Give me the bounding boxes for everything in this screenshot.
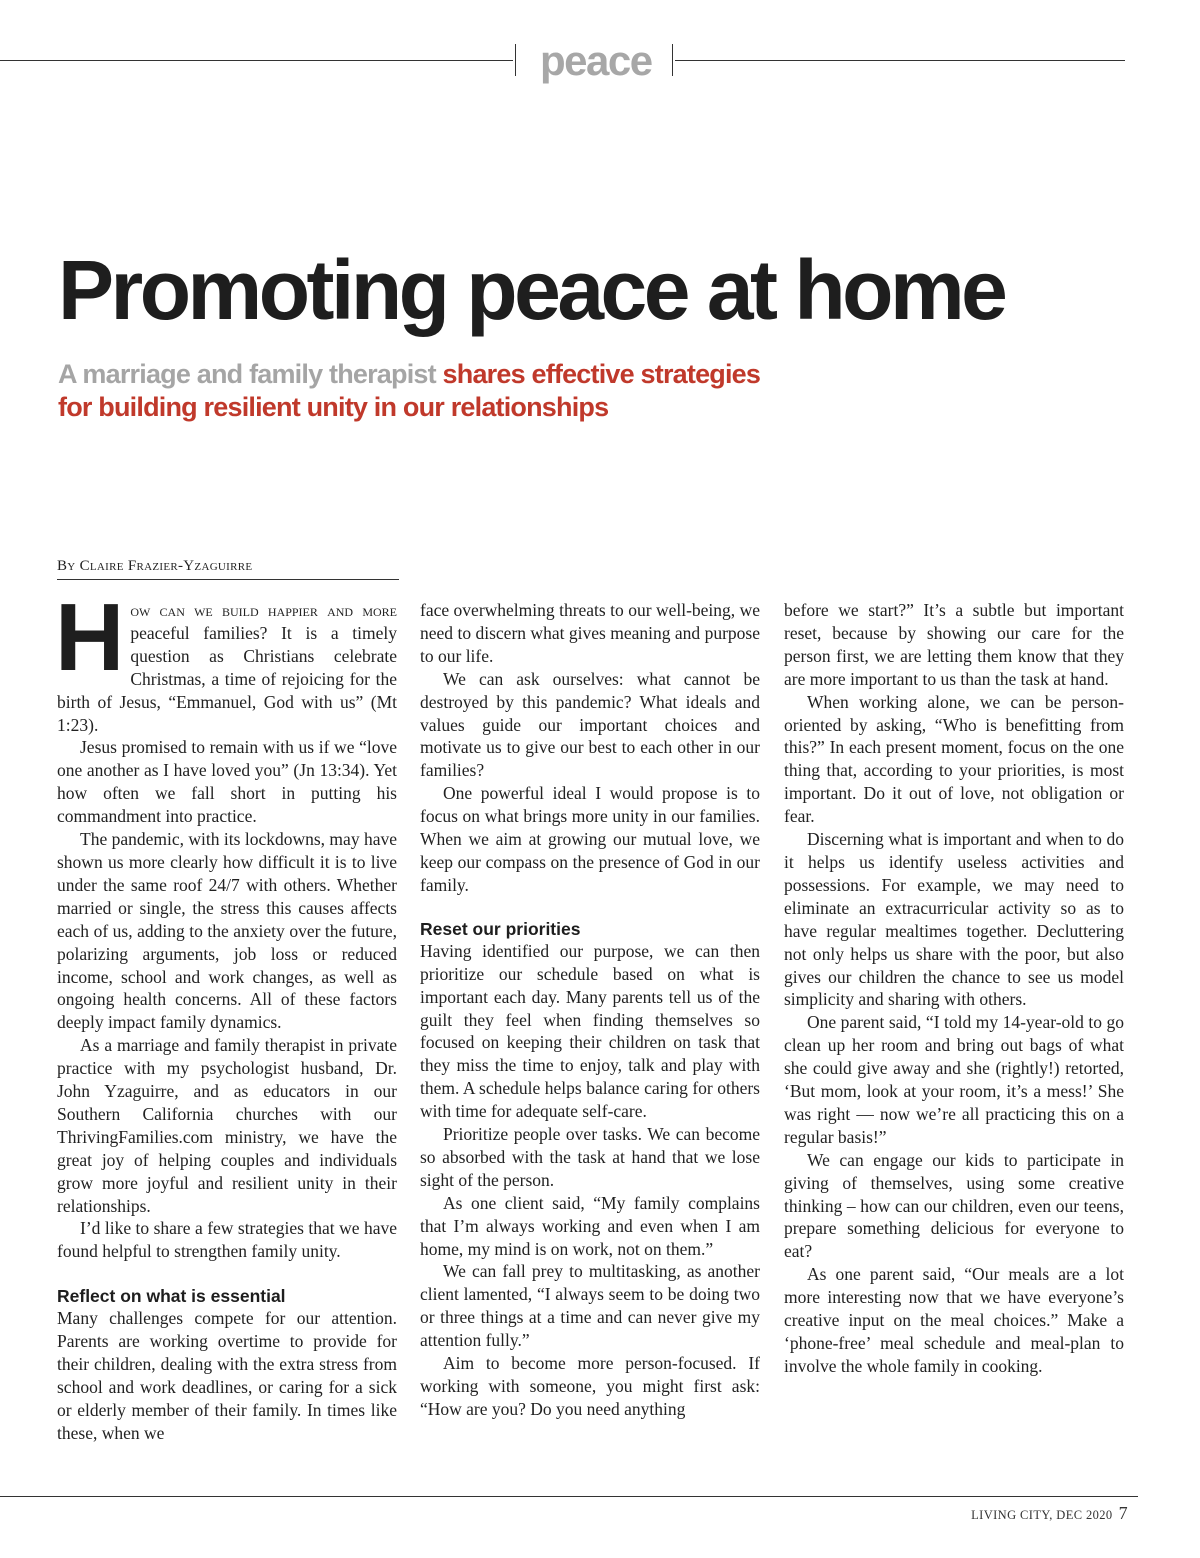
footer-rule bbox=[0, 1496, 1138, 1497]
lead-paragraph bbox=[55, 584, 397, 736]
section-heading: Reset our priorities bbox=[420, 918, 581, 939]
header-rule-left bbox=[0, 60, 513, 61]
byline: By Claire Frazier-Yzaguirre bbox=[57, 558, 399, 580]
paragraph: Discerning what is important and when to do it helps us identify useless activities and possessions. For example, we may need to eliminate an extracurricular activity so as to have regular mealtimes together. Decluttering not only helps us share with the poor, but also gives our children the chance to see us model simplicity and sharing with others. bbox=[784, 829, 1124, 1010]
page-number: 7 bbox=[1118, 1503, 1128, 1523]
paragraph: Prioritize people over tasks. We can become so absorbed with the task at hand that we lose sight of the person. bbox=[420, 1124, 760, 1190]
section-heading: Reflect on what is essential bbox=[57, 1286, 286, 1307]
paragraph: One powerful ideal I would propose is to focus on what brings more unity in our families. When we aim at growing our mutual love, we keep our compass on the presence of God in our family. bbox=[420, 783, 760, 895]
paragraph: before we start?” It’s a subtle but important reset, because by showing our care for the person first, we are letting them know that they are more important to us than the task at hand. bbox=[784, 600, 1124, 689]
paragraph: Aim to become more person-focused. If working with someone, you might first ask: “How are you? Do you need anything bbox=[420, 1353, 760, 1419]
footer-publication: LIVING CITY, DEC 2020 bbox=[971, 1508, 1113, 1522]
article-column-2 bbox=[420, 599, 760, 1421]
subtitle-red-1: shares effective strategies bbox=[442, 359, 761, 389]
paragraph: When working alone, we can be person-oriented by asking, “Who is benefitting from this?” In each present moment, focus on the one thing that, according to your priorities, is most important. Do it out of love, not obligation or fear. bbox=[784, 691, 1124, 827]
paragraph: Many challenges compete for our attention. Parents are working overtime to provide for their children, dealing with the extra stress from school and work deadlines, or caring for a sick or elderly member of their family. In times like these, when we bbox=[57, 1308, 397, 1443]
footer bbox=[971, 1503, 1128, 1524]
paragraph: Jesus promised to remain with us if we “love one another as I have loved you” (Jn 13:34). Yet how often we fall short in putting his commandment into practice. bbox=[57, 737, 397, 827]
paragraph: We can ask ourselves: what cannot be destroyed by this pandemic? What ideals and values guide our important choices and motivate us to give our best to each other in our families? bbox=[420, 668, 760, 781]
header-tick-right bbox=[672, 44, 673, 76]
subtitle-grey: A marriage and family therapist bbox=[58, 359, 443, 389]
paragraph: As one client said, “My family complains that I’m always working and even when I am home, my mind is on work, not on them.” bbox=[420, 1192, 760, 1259]
paragraph: We can fall prey to multitasking, as another client lamented, “I always seem to be doing two or three things at a time and can never give my attention fully.” bbox=[420, 1261, 760, 1351]
paragraph: One parent said, “I told my 14-year-old to go clean up her room and bring out bags of what she could give away and she (rightly!) retorted, ‘But mom, look at your room, it’s a mess!’ She was right — now we’re all practicing this on a regular basis!” bbox=[784, 1012, 1124, 1147]
header-rule-right bbox=[675, 60, 1125, 61]
article-column-1 bbox=[55, 584, 397, 1445]
lead-text: peaceful families? It is a timely question as Christians celebrate Christmas, a time of rejoicing for the birth of Jesus, “Emmanuel, God with us” (Mt 1:23). bbox=[57, 622, 397, 735]
header-tick-left bbox=[515, 44, 516, 76]
drop-cap: H bbox=[55, 584, 125, 691]
paragraph: The pandemic, with its lockdowns, may have shown us more clearly how difficult it is to live under the same roof 24/7 with others. Whether married or single, the stress this causes affects each of us, adding to the anxiety over the future, polarizing arguments, job loss or reduced income, school and work changes, as well as ongoing health concerns. All of these factors deeply impact family dynamics. bbox=[57, 829, 397, 1033]
paragraph: As a marriage and family therapist in private practice with my psychologist husband, Dr. John Yzaguirre, and as educators in our Southern California churches with our ThrivingFamilies.com ministry, we have the great joy of helping couples and individuals grow more joyful and resilient unity in their relationships. bbox=[57, 1035, 397, 1216]
article-column-3 bbox=[784, 599, 1124, 1378]
paragraph: face overwhelming threats to our well-being, we need to discern what gives meaning and purpose to our life. bbox=[420, 600, 760, 666]
paragraph: I’d like to share a few strategies that we have found helpful to strengthen family unity. bbox=[57, 1218, 397, 1262]
lead-smallcaps: ow can we build happier and more bbox=[130, 600, 397, 620]
section-label: peace bbox=[540, 37, 652, 84]
subtitle bbox=[58, 358, 938, 424]
headline: Promoting peace at home bbox=[58, 243, 1005, 337]
subtitle-red-2: for building resilient unity in our relationships bbox=[58, 392, 609, 422]
paragraph: Having identified our purpose, we can then prioritize our schedule based on what is important each day. Many parents tell us of the guilt they feel when finding themselves so focused on keeping their children on task that they miss the time to enjoy, talk and play with them. A schedule helps balance caring for others with time for adequate self-care. bbox=[420, 940, 760, 1122]
paragraph: We can engage our kids to participate in giving of themselves, using some creative thinking – how can our children, even our teens, prepare something delicious for everyone to eat? bbox=[784, 1149, 1124, 1262]
paragraph: As one parent said, “Our meals are a lot more interesting now that we have everyone’s creative input on the meal choices.” Make a ‘phone-free’ meal schedule and meal-plan to involve the whole family in cooking. bbox=[784, 1264, 1124, 1376]
